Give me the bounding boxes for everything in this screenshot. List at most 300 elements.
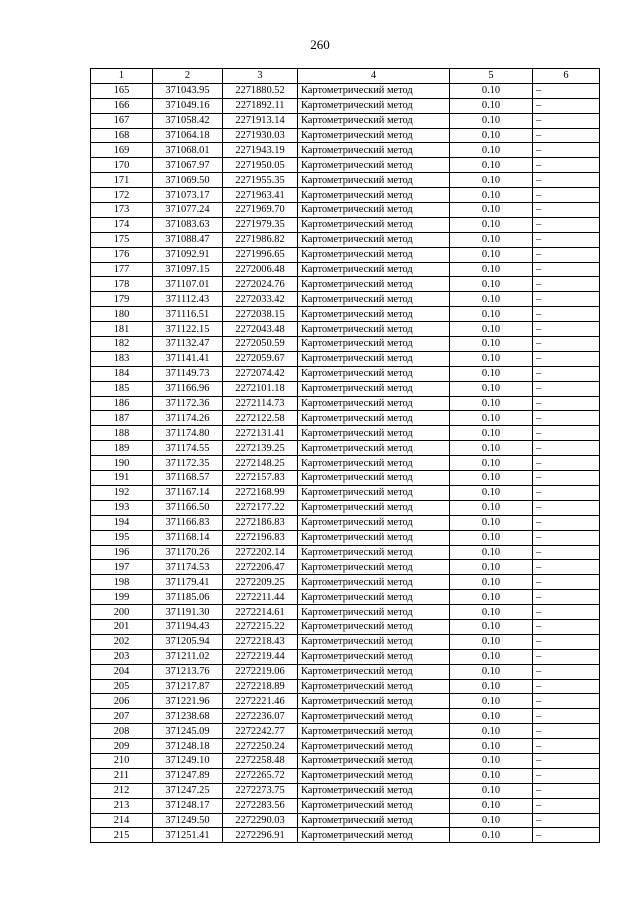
cell-note: – [533, 605, 600, 620]
cell-y-coordinate: 2272168.99 [223, 485, 298, 500]
cell-note: – [533, 188, 600, 203]
cell-note: – [533, 277, 600, 292]
table-row [91, 813, 600, 828]
cell-x-coordinate: 371083.63 [153, 217, 223, 232]
table-row [91, 98, 600, 113]
cell-accuracy: 0.10 [450, 262, 533, 277]
table-row [91, 351, 600, 366]
table-row [91, 262, 600, 277]
cell-y-coordinate: 2271943.19 [223, 143, 298, 158]
cell-accuracy: 0.10 [450, 441, 533, 456]
cell-note: – [533, 545, 600, 560]
table-row [91, 545, 600, 560]
cell-y-coordinate: 2272157.83 [223, 471, 298, 486]
cell-x-coordinate: 371067.97 [153, 158, 223, 173]
cell-accuracy: 0.10 [450, 798, 533, 813]
cell-method: Картометрический метод [298, 471, 450, 486]
cell-x-coordinate: 371170.26 [153, 545, 223, 560]
cell-accuracy: 0.10 [450, 351, 533, 366]
cell-method: Картометрический метод [298, 396, 450, 411]
cell-point-number: 183 [91, 351, 153, 366]
cell-x-coordinate: 371179.41 [153, 575, 223, 590]
cell-y-coordinate: 2271892.11 [223, 98, 298, 113]
cell-y-coordinate: 2272211.44 [223, 590, 298, 605]
cell-note: – [533, 322, 600, 337]
cell-note: – [533, 664, 600, 679]
table-row [91, 530, 600, 545]
cell-note: – [533, 471, 600, 486]
column-header-2: 2 [153, 69, 223, 84]
cell-y-coordinate: 2272038.15 [223, 307, 298, 322]
cell-method: Картометрический метод [298, 500, 450, 515]
cell-x-coordinate: 371168.57 [153, 471, 223, 486]
cell-note: – [533, 634, 600, 649]
column-header-6: 6 [533, 69, 600, 84]
cell-y-coordinate: 2272043.48 [223, 322, 298, 337]
table-row [91, 143, 600, 158]
cell-accuracy: 0.10 [450, 247, 533, 262]
cell-accuracy: 0.10 [450, 83, 533, 98]
cell-point-number: 194 [91, 515, 153, 530]
cell-accuracy: 0.10 [450, 337, 533, 352]
cell-note: – [533, 173, 600, 188]
cell-x-coordinate: 371174.53 [153, 560, 223, 575]
table-row [91, 724, 600, 739]
cell-accuracy: 0.10 [450, 485, 533, 500]
table-row [91, 709, 600, 724]
cell-y-coordinate: 2272050.59 [223, 337, 298, 352]
cell-x-coordinate: 371149.73 [153, 366, 223, 381]
cell-point-number: 166 [91, 98, 153, 113]
cell-note: – [533, 500, 600, 515]
cell-method: Картометрический метод [298, 590, 450, 605]
table-row [91, 575, 600, 590]
cell-accuracy: 0.10 [450, 590, 533, 605]
cell-accuracy: 0.10 [450, 217, 533, 232]
cell-point-number: 169 [91, 143, 153, 158]
cell-method: Картометрический метод [298, 813, 450, 828]
cell-method: Картометрический метод [298, 381, 450, 396]
cell-x-coordinate: 371097.15 [153, 262, 223, 277]
cell-y-coordinate: 2272219.44 [223, 649, 298, 664]
cell-y-coordinate: 2272218.43 [223, 634, 298, 649]
cell-method: Картометрический метод [298, 426, 450, 441]
cell-note: – [533, 768, 600, 783]
cell-x-coordinate: 371185.06 [153, 590, 223, 605]
cell-point-number: 177 [91, 262, 153, 277]
cell-accuracy: 0.10 [450, 694, 533, 709]
cell-note: – [533, 560, 600, 575]
table-row [91, 83, 600, 98]
cell-point-number: 178 [91, 277, 153, 292]
cell-y-coordinate: 2272186.83 [223, 515, 298, 530]
cell-accuracy: 0.10 [450, 143, 533, 158]
cell-method: Картометрический метод [298, 128, 450, 143]
cell-y-coordinate: 2272148.25 [223, 456, 298, 471]
table-row [91, 679, 600, 694]
cell-x-coordinate: 371217.87 [153, 679, 223, 694]
cell-accuracy: 0.10 [450, 471, 533, 486]
cell-accuracy: 0.10 [450, 381, 533, 396]
cell-y-coordinate: 2271996.65 [223, 247, 298, 262]
cell-note: – [533, 575, 600, 590]
cell-y-coordinate: 2272059.67 [223, 351, 298, 366]
cell-y-coordinate: 2272006.48 [223, 262, 298, 277]
cell-point-number: 188 [91, 426, 153, 441]
cell-y-coordinate: 2272033.42 [223, 292, 298, 307]
cell-x-coordinate: 371069.50 [153, 173, 223, 188]
cell-x-coordinate: 371166.83 [153, 515, 223, 530]
cell-method: Картометрический метод [298, 530, 450, 545]
table-row [91, 634, 600, 649]
cell-point-number: 175 [91, 232, 153, 247]
cell-y-coordinate: 2272177.22 [223, 500, 298, 515]
cell-y-coordinate: 2272258.48 [223, 753, 298, 768]
cell-method: Картометрический метод [298, 485, 450, 500]
cell-note: – [533, 590, 600, 605]
cell-point-number: 174 [91, 217, 153, 232]
cell-x-coordinate: 371141.41 [153, 351, 223, 366]
cell-x-coordinate: 371122.15 [153, 322, 223, 337]
cell-point-number: 191 [91, 471, 153, 486]
cell-accuracy: 0.10 [450, 634, 533, 649]
cell-note: – [533, 456, 600, 471]
cell-x-coordinate: 371112.43 [153, 292, 223, 307]
cell-y-coordinate: 2272114.73 [223, 396, 298, 411]
cell-y-coordinate: 2271955.35 [223, 173, 298, 188]
cell-method: Картометрический метод [298, 262, 450, 277]
cell-point-number: 198 [91, 575, 153, 590]
table-row [91, 411, 600, 426]
cell-x-coordinate: 371238.68 [153, 709, 223, 724]
cell-point-number: 203 [91, 649, 153, 664]
cell-x-coordinate: 371049.16 [153, 98, 223, 113]
cell-x-coordinate: 371168.14 [153, 530, 223, 545]
cell-point-number: 187 [91, 411, 153, 426]
cell-method: Картометрический метод [298, 173, 450, 188]
cell-accuracy: 0.10 [450, 277, 533, 292]
table-row [91, 783, 600, 798]
cell-x-coordinate: 371248.17 [153, 798, 223, 813]
cell-x-coordinate: 371167.14 [153, 485, 223, 500]
cell-y-coordinate: 2272283.56 [223, 798, 298, 813]
cell-method: Картометрический метод [298, 83, 450, 98]
cell-accuracy: 0.10 [450, 322, 533, 337]
table-row [91, 366, 600, 381]
table-row [91, 396, 600, 411]
cell-accuracy: 0.10 [450, 753, 533, 768]
table-row [91, 798, 600, 813]
table-row [91, 277, 600, 292]
cell-point-number: 192 [91, 485, 153, 500]
cell-point-number: 173 [91, 203, 153, 218]
table-header-row [91, 69, 600, 84]
cell-accuracy: 0.10 [450, 709, 533, 724]
cell-point-number: 195 [91, 530, 153, 545]
cell-x-coordinate: 371174.55 [153, 441, 223, 456]
cell-accuracy: 0.10 [450, 500, 533, 515]
cell-method: Картометрический метод [298, 828, 450, 843]
cell-x-coordinate: 371245.09 [153, 724, 223, 739]
table-row [91, 188, 600, 203]
cell-point-number: 196 [91, 545, 153, 560]
table-row [91, 128, 600, 143]
cell-note: – [533, 83, 600, 98]
cell-x-coordinate: 371132.47 [153, 337, 223, 352]
cell-note: – [533, 426, 600, 441]
cell-method: Картометрический метод [298, 366, 450, 381]
cell-y-coordinate: 2271969.70 [223, 203, 298, 218]
cell-method: Картометрический метод [298, 322, 450, 337]
cell-method: Картометрический метод [298, 694, 450, 709]
cell-method: Картометрический метод [298, 277, 450, 292]
cell-note: – [533, 292, 600, 307]
cell-accuracy: 0.10 [450, 545, 533, 560]
cell-point-number: 179 [91, 292, 153, 307]
cell-x-coordinate: 371251.41 [153, 828, 223, 843]
table-row [91, 381, 600, 396]
cell-method: Картометрический метод [298, 739, 450, 754]
cell-point-number: 210 [91, 753, 153, 768]
cell-note: – [533, 381, 600, 396]
cell-method: Картометрический метод [298, 232, 450, 247]
cell-note: – [533, 724, 600, 739]
cell-point-number: 170 [91, 158, 153, 173]
cell-note: – [533, 247, 600, 262]
cell-point-number: 171 [91, 173, 153, 188]
cell-y-coordinate: 2272206.47 [223, 560, 298, 575]
cell-accuracy: 0.10 [450, 619, 533, 634]
cell-y-coordinate: 2271963.41 [223, 188, 298, 203]
cell-point-number: 180 [91, 307, 153, 322]
cell-x-coordinate: 371166.50 [153, 500, 223, 515]
cell-point-number: 165 [91, 83, 153, 98]
cell-note: – [533, 739, 600, 754]
cell-point-number: 189 [91, 441, 153, 456]
cell-x-coordinate: 371211.02 [153, 649, 223, 664]
cell-point-number: 213 [91, 798, 153, 813]
cell-point-number: 200 [91, 605, 153, 620]
cell-method: Картометрический метод [298, 783, 450, 798]
cell-method: Картометрический метод [298, 247, 450, 262]
cell-y-coordinate: 2271930.03 [223, 128, 298, 143]
table-row [91, 113, 600, 128]
cell-method: Картометрический метод [298, 664, 450, 679]
cell-note: – [533, 217, 600, 232]
coordinates-table [90, 68, 600, 843]
cell-note: – [533, 530, 600, 545]
table-row [91, 158, 600, 173]
cell-note: – [533, 485, 600, 500]
cell-x-coordinate: 371194.43 [153, 619, 223, 634]
cell-method: Картометрический метод [298, 143, 450, 158]
cell-x-coordinate: 371249.50 [153, 813, 223, 828]
cell-method: Картометрический метод [298, 724, 450, 739]
cell-accuracy: 0.10 [450, 605, 533, 620]
table-row [91, 471, 600, 486]
cell-y-coordinate: 2272139.25 [223, 441, 298, 456]
cell-x-coordinate: 371073.17 [153, 188, 223, 203]
table-body [91, 83, 600, 842]
column-header-3: 3 [223, 69, 298, 84]
cell-method: Картометрический метод [298, 619, 450, 634]
cell-note: – [533, 98, 600, 113]
table-row [91, 515, 600, 530]
cell-method: Картометрический метод [298, 337, 450, 352]
cell-accuracy: 0.10 [450, 411, 533, 426]
table-row [91, 322, 600, 337]
cell-method: Картометрический метод [298, 113, 450, 128]
table-row [91, 664, 600, 679]
cell-accuracy: 0.10 [450, 813, 533, 828]
cell-y-coordinate: 2272296.91 [223, 828, 298, 843]
cell-point-number: 205 [91, 679, 153, 694]
cell-method: Картометрический метод [298, 441, 450, 456]
cell-y-coordinate: 2271913.14 [223, 113, 298, 128]
cell-accuracy: 0.10 [450, 396, 533, 411]
cell-method: Картометрический метод [298, 188, 450, 203]
cell-point-number: 182 [91, 337, 153, 352]
cell-note: – [533, 351, 600, 366]
cell-accuracy: 0.10 [450, 188, 533, 203]
cell-method: Картометрический метод [298, 307, 450, 322]
cell-note: – [533, 158, 600, 173]
cell-x-coordinate: 371116.51 [153, 307, 223, 322]
table-row [91, 173, 600, 188]
cell-y-coordinate: 2272219.06 [223, 664, 298, 679]
cell-x-coordinate: 371205.94 [153, 634, 223, 649]
cell-point-number: 185 [91, 381, 153, 396]
cell-point-number: 207 [91, 709, 153, 724]
cell-method: Картометрический метод [298, 158, 450, 173]
cell-x-coordinate: 371249.10 [153, 753, 223, 768]
cell-method: Картометрический метод [298, 605, 450, 620]
cell-point-number: 201 [91, 619, 153, 634]
cell-accuracy: 0.10 [450, 575, 533, 590]
table-row [91, 485, 600, 500]
table-row [91, 649, 600, 664]
cell-y-coordinate: 2272265.72 [223, 768, 298, 783]
cell-note: – [533, 694, 600, 709]
cell-y-coordinate: 2272101.18 [223, 381, 298, 396]
cell-note: – [533, 798, 600, 813]
cell-x-coordinate: 371191.30 [153, 605, 223, 620]
cell-x-coordinate: 371092.91 [153, 247, 223, 262]
table-row [91, 441, 600, 456]
cell-note: – [533, 128, 600, 143]
cell-note: – [533, 262, 600, 277]
cell-accuracy: 0.10 [450, 98, 533, 113]
cell-point-number: 212 [91, 783, 153, 798]
cell-x-coordinate: 371172.35 [153, 456, 223, 471]
cell-accuracy: 0.10 [450, 292, 533, 307]
table-row [91, 768, 600, 783]
cell-note: – [533, 619, 600, 634]
cell-point-number: 186 [91, 396, 153, 411]
cell-x-coordinate: 371043.95 [153, 83, 223, 98]
table-row [91, 307, 600, 322]
cell-accuracy: 0.10 [450, 307, 533, 322]
cell-y-coordinate: 2271986.82 [223, 232, 298, 247]
cell-accuracy: 0.10 [450, 649, 533, 664]
cell-y-coordinate: 2272236.07 [223, 709, 298, 724]
cell-method: Картометрический метод [298, 203, 450, 218]
cell-y-coordinate: 2272290.03 [223, 813, 298, 828]
cell-x-coordinate: 371247.89 [153, 768, 223, 783]
cell-note: – [533, 113, 600, 128]
cell-point-number: 193 [91, 500, 153, 515]
table-row [91, 217, 600, 232]
cell-accuracy: 0.10 [450, 426, 533, 441]
cell-method: Картометрический метод [298, 545, 450, 560]
cell-method: Картометрический метод [298, 634, 450, 649]
cell-point-number: 176 [91, 247, 153, 262]
cell-x-coordinate: 371221.96 [153, 694, 223, 709]
cell-x-coordinate: 371172.36 [153, 396, 223, 411]
cell-x-coordinate: 371107.01 [153, 277, 223, 292]
cell-note: – [533, 232, 600, 247]
cell-y-coordinate: 2272242.77 [223, 724, 298, 739]
cell-note: – [533, 709, 600, 724]
cell-point-number: 172 [91, 188, 153, 203]
cell-y-coordinate: 2271950.05 [223, 158, 298, 173]
cell-method: Картометрический метод [298, 649, 450, 664]
cell-point-number: 181 [91, 322, 153, 337]
cell-method: Картометрический метод [298, 456, 450, 471]
table-row [91, 560, 600, 575]
cell-method: Картометрический метод [298, 351, 450, 366]
cell-accuracy: 0.10 [450, 768, 533, 783]
cell-point-number: 168 [91, 128, 153, 143]
cell-accuracy: 0.10 [450, 515, 533, 530]
cell-x-coordinate: 371174.26 [153, 411, 223, 426]
cell-accuracy: 0.10 [450, 679, 533, 694]
cell-method: Картометрический метод [298, 679, 450, 694]
cell-y-coordinate: 2272273.75 [223, 783, 298, 798]
cell-accuracy: 0.10 [450, 724, 533, 739]
cell-point-number: 167 [91, 113, 153, 128]
cell-accuracy: 0.10 [450, 783, 533, 798]
column-header-5: 5 [450, 69, 533, 84]
cell-note: – [533, 753, 600, 768]
cell-accuracy: 0.10 [450, 113, 533, 128]
column-header-1: 1 [91, 69, 153, 84]
cell-method: Картометрический метод [298, 217, 450, 232]
cell-y-coordinate: 2272131.41 [223, 426, 298, 441]
cell-y-coordinate: 2272209.25 [223, 575, 298, 590]
cell-point-number: 199 [91, 590, 153, 605]
cell-x-coordinate: 371077.24 [153, 203, 223, 218]
cell-accuracy: 0.10 [450, 828, 533, 843]
cell-y-coordinate: 2271880.52 [223, 83, 298, 98]
cell-x-coordinate: 371174.80 [153, 426, 223, 441]
cell-point-number: 208 [91, 724, 153, 739]
cell-point-number: 214 [91, 813, 153, 828]
table-row [91, 292, 600, 307]
cell-note: – [533, 396, 600, 411]
cell-method: Картометрический метод [298, 560, 450, 575]
cell-accuracy: 0.10 [450, 232, 533, 247]
cell-method: Картометрический метод [298, 575, 450, 590]
table-row [91, 203, 600, 218]
cell-accuracy: 0.10 [450, 456, 533, 471]
column-header-4: 4 [298, 69, 450, 84]
cell-y-coordinate: 2272250.24 [223, 739, 298, 754]
cell-accuracy: 0.10 [450, 203, 533, 218]
table-row [91, 337, 600, 352]
cell-point-number: 204 [91, 664, 153, 679]
table-row [91, 739, 600, 754]
